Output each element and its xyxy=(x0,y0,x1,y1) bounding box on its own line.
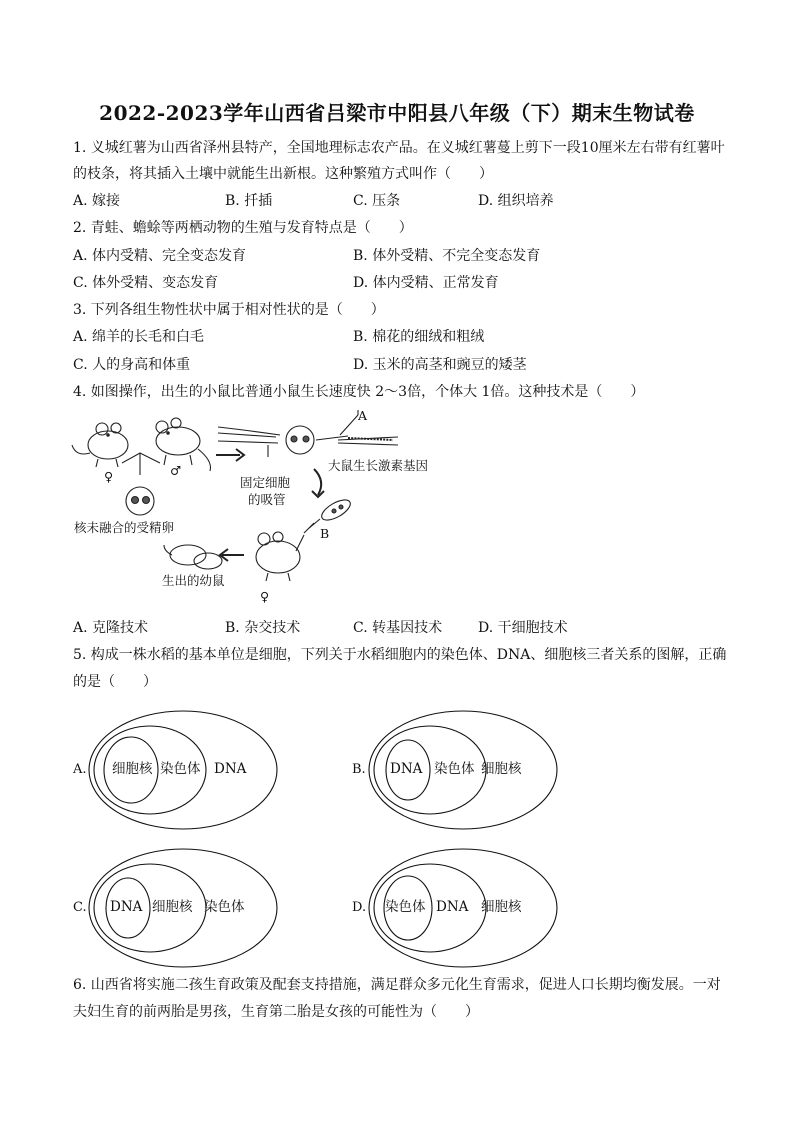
diagram-c xyxy=(88,848,278,968)
baby-mice-icon xyxy=(164,545,222,569)
diagram-a-letter: A. xyxy=(73,762,87,777)
question-4-option-b: B. 杂交技术 xyxy=(225,620,301,636)
diagram-b xyxy=(368,710,558,830)
holding-pipette-icon xyxy=(218,426,314,457)
gene-label: 大鼠生长激素基因 xyxy=(328,458,429,473)
figure-label-b: B xyxy=(320,526,330,541)
question-1-line-2: 的枝条，将其插入土壤中就能生出新根。这种繁殖方式叫作（ ） xyxy=(73,166,493,182)
question-1-line-1: 1. 义城红薯为山西省泽州县特产，全国地理标志农产品。在义城红薯蔓上剪下一段10厘米左右带有红薯叶 xyxy=(73,140,725,156)
diagram-a-outer: DNA xyxy=(214,761,247,777)
male-mouse-icon xyxy=(72,423,128,467)
diagram-a-inner: 细胞核 xyxy=(112,761,153,777)
question-5-line-2: 的是（ ） xyxy=(73,674,157,690)
page-title: 2022-2023学年山西省吕梁市中阳县八年级（下）期末生物试卷 xyxy=(99,101,695,125)
question-4-line-1: 4. 如图操作，出生的小鼠比普通小鼠生长速度快 2～3倍，个体大 1倍。这种技术是（ ） xyxy=(73,384,645,400)
diagram-b-inner: DNA xyxy=(390,761,423,777)
pipette-label-line-1: 固定细胞 xyxy=(240,475,291,490)
question-6-line-2: 夫妇生育的前两胎是男孩，生育第二胎是女孩的可能性为（ ） xyxy=(73,1004,479,1020)
question-1-option-d: D. 组织培养 xyxy=(478,193,554,209)
question-5-line-1: 5. 构成一株水稻的基本单位是细胞，下列关于水稻细胞内的染色体、DNA、细胞核三者关系的图解，正确 xyxy=(73,647,727,663)
diagram-d xyxy=(368,848,558,968)
female-symbol-2: ♀ xyxy=(260,589,270,604)
diagram-c-middle: 细胞核 xyxy=(152,899,193,915)
male-symbol: ♂ xyxy=(170,463,182,478)
diagram-c-inner: DNA xyxy=(110,899,143,915)
diagram-c-letter: C. xyxy=(73,900,87,915)
diagram-d-middle: DNA xyxy=(436,899,469,915)
surrogate-mouse-icon xyxy=(256,532,304,581)
diagram-c-outer: 染色体 xyxy=(204,899,245,915)
female-mouse-icon xyxy=(156,418,211,471)
figure-label-a: A xyxy=(358,408,368,423)
question-6-line-1: 6. 山西省将实施二孩生育政策及配套支持措施，满足群众多元化生育需求，促进人口长期均衡发展。一对 xyxy=(73,977,721,993)
transgenic-mouse-figure xyxy=(68,405,468,610)
question-3-option-b: B. 棉花的细绒和粗绒 xyxy=(353,329,485,345)
question-3-line-1: 3. 下列各组生物性状中属于相对性状的是（ ） xyxy=(73,302,385,318)
question-1-option-c: C. 压条 xyxy=(353,193,401,209)
question-4-option-a: A. 克隆技术 xyxy=(73,620,149,636)
fertilized-egg-icon xyxy=(126,487,154,515)
question-1-option-a: A. 嫁接 xyxy=(73,193,121,209)
question-4-option-d: D. 干细胞技术 xyxy=(478,620,568,636)
diagram-a xyxy=(88,710,278,830)
diagram-b-middle: 染色体 xyxy=(434,761,475,777)
question-2-option-c: C. 体外受精、变态发育 xyxy=(73,275,219,291)
question-2-option-a: A. 体内受精、完全变态发育 xyxy=(73,248,247,264)
diagram-a-middle: 染色体 xyxy=(160,761,201,777)
diagram-b-letter: B. xyxy=(352,762,366,777)
question-3-option-d: D. 玉米的高茎和豌豆的矮茎 xyxy=(353,357,527,373)
question-4-option-c: C. 转基因技术 xyxy=(353,620,443,636)
diagram-b-outer: 细胞核 xyxy=(481,761,522,777)
injection-needle-icon xyxy=(316,410,398,445)
pipette-label-line-2: 的吸管 xyxy=(248,492,286,507)
question-2-line-1: 2. 青蛙、蟾蜍等两栖动物的生殖与发育特点是（ ） xyxy=(73,220,413,236)
question-2-option-b: B. 体外受精、不完全变态发育 xyxy=(353,248,541,264)
diagram-d-inner: 染色体 xyxy=(385,899,426,915)
baby-label: 生出的幼鼠 xyxy=(162,573,225,588)
diagram-d-outer: 细胞核 xyxy=(481,899,522,915)
question-3-option-c: C. 人的身高和体重 xyxy=(73,357,191,373)
question-3-option-a: A. 绵羊的长毛和白毛 xyxy=(73,329,205,345)
egg-label: 核未融合的受精卵 xyxy=(74,520,175,535)
female-symbol: ♀ xyxy=(104,469,114,484)
question-2-option-d: D. 体内受精、正常发育 xyxy=(353,275,499,291)
question-1-option-b: B. 扦插 xyxy=(225,193,273,209)
diagram-d-letter: D. xyxy=(352,900,367,915)
